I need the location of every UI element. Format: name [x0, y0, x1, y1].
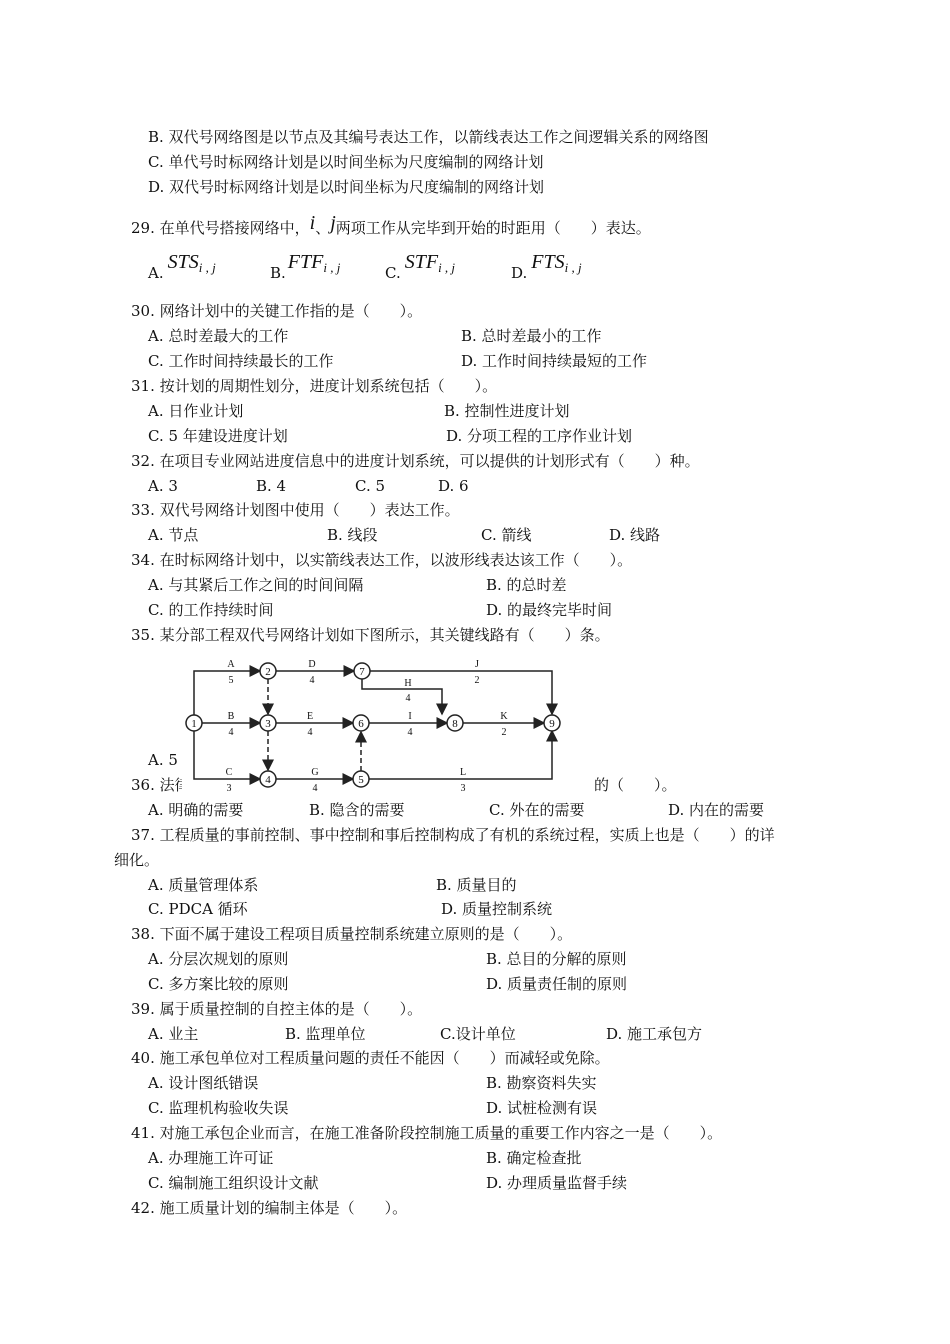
question-33-option-c: C. 箭线: [481, 526, 532, 544]
question-30-option-b: B. 总时差最小的工作: [461, 327, 602, 345]
question-36-option-c: C. 外在的需要: [489, 801, 585, 819]
question-38-option-b: B. 总目的分解的原则: [486, 950, 627, 968]
question-30-option-c: C. 工作时间持续最长的工作: [148, 352, 334, 370]
activity-b-name: B: [227, 711, 235, 722]
activity-a-duration: 5: [228, 675, 234, 686]
question-29-option-d: D. FTSi , j: [511, 251, 582, 282]
question-39-stem: 39. 属于质量控制的自控主体的是（ ）。: [131, 1000, 423, 1018]
question-32-option-c: C. 5: [355, 477, 386, 495]
activity-g-duration: 4: [312, 783, 318, 794]
activity-d-name: D: [308, 659, 316, 670]
arrow-j: [370, 671, 552, 714]
arrow-h: [362, 679, 442, 714]
activity-d-duration: 4: [309, 675, 315, 686]
activity-h-duration: 4: [405, 693, 411, 704]
question-33-stem: 33. 双代号网络计划图中使用（ ）表达工作。: [131, 501, 460, 519]
question-32-option-a: A. 3: [148, 477, 178, 495]
question-34-option-a: A. 与其紧后工作之间的时间间隔: [148, 576, 364, 594]
question-41-option-a: A. 办理施工许可证: [148, 1149, 274, 1167]
question-38-option-a: A. 分层次规划的原则: [148, 950, 289, 968]
node-9-label: 9: [549, 718, 555, 730]
question-32-option-d: D. 6: [438, 477, 469, 495]
activity-l-duration: 3: [460, 783, 466, 794]
question-39-option-d: D. 施工承包方: [606, 1025, 703, 1043]
question-31-option-a: A. 日作业计划: [148, 402, 244, 420]
question-36-option-d: D. 内在的需要: [668, 801, 765, 819]
activity-k-name: K: [500, 711, 508, 722]
question-39-option-c: C.设计单位: [440, 1025, 516, 1043]
question-31-option-d: D. 分项工程的工序作业计划: [446, 427, 633, 445]
question-41-option-c: C. 编制施工组织设计文献: [148, 1174, 319, 1192]
node-2-label: 2: [265, 666, 271, 678]
node-8-label: 8: [452, 718, 458, 730]
question-29-option-c: C. STFi , j: [385, 251, 456, 282]
question-35-stem: 35. 某分部工程双代号网络计划如下图所示，其关键线路有（ ）条。: [131, 626, 610, 644]
activity-l-name: L: [459, 767, 467, 778]
activity-h-name: H: [404, 678, 412, 689]
question-38-option-d: D. 质量责任制的原则: [486, 975, 628, 993]
question-29-option-b: B. FTFi , j: [270, 251, 341, 282]
activity-a-name: A: [227, 659, 235, 670]
activity-i-name: I: [408, 711, 412, 722]
activity-i-duration: 4: [407, 727, 413, 738]
question-33-option-a: A. 节点: [148, 526, 199, 544]
activity-k-duration: 2: [501, 727, 507, 738]
node-1-label: 1: [191, 718, 197, 730]
question-38-stem: 38. 下面不属于建设工程项目质量控制系统建立原则的是（ ）。: [131, 925, 573, 943]
question-38-option-c: C. 多方案比较的原则: [148, 975, 289, 993]
question-42-stem: 42. 施工质量计划的编制主体是（ ）。: [131, 1199, 408, 1217]
question-30-option-a: A. 总时差最大的工作: [148, 327, 289, 345]
activity-b-duration: 4: [228, 727, 234, 738]
question-29-stem: 29. 在单代号搭接网络中，i、j两项工作从完毕到开始的时距用（ ）表达。: [131, 212, 651, 237]
question-37-option-c: C. PDCA 循环: [148, 900, 248, 918]
question-31-option-b: B. 控制性进度计划: [444, 402, 570, 420]
activity-e-duration: 4: [307, 727, 313, 738]
question-37-stem-cont: 细化。: [114, 851, 160, 869]
question-34-option-d: D. 的最终完毕时间: [486, 601, 613, 619]
question-32-option-b: B. 4: [256, 477, 287, 495]
option-c-prev: C. 单代号时标网络计划是以时间坐标为尺度编制的网络计划: [148, 153, 544, 171]
question-40-option-a: A. 设计图纸错误: [148, 1074, 259, 1092]
question-34-option-b: B. 的总时差: [486, 576, 567, 594]
question-30-option-d: D. 工作时间持续最短的工作: [461, 352, 648, 370]
question-39-option-a: A. 业主: [148, 1025, 199, 1043]
question-40-option-b: B. 勘察资料失实: [486, 1074, 597, 1092]
question-29-option-a: A. STSi , j: [148, 251, 216, 282]
option-d-prev: D. 双代号时标网络计划是以时间坐标为尺度编制的网络计划: [148, 178, 545, 196]
question-39-option-b: B. 监理单位: [285, 1025, 366, 1043]
option-b-prev: B. 双代号网络图是以节点及其编号表达工作，以箭线表达工作之间逻辑关系的网络图: [148, 128, 709, 146]
question-41-option-d: D. 办理质量监督手续: [486, 1174, 628, 1192]
question-37-stem: 37. 工程质量的事前控制、事中控制和事后控制构成了有机的系统过程，实质上也是（ ）的详: [131, 826, 775, 844]
question-41-stem: 41. 对施工承包企业而言，在施工准备阶段控制施工质量的重要工作内容之一是（ ）。: [131, 1124, 723, 1142]
node-7-label: 7: [359, 666, 365, 678]
question-36-stem-start: 36. 法律: [131, 776, 190, 794]
question-35-option-a: A. 5: [148, 751, 178, 769]
node-6-label: 6: [358, 718, 364, 730]
question-34-stem: 34. 在时标网络计划中，以实箭线表达工作，以波形线表达该工作（ ）。: [131, 551, 633, 569]
question-40-stem: 40. 施工承包单位对工程质量问题的责任不能因（ ）而减轻或免除。: [131, 1049, 610, 1067]
question-34-option-c: C. 的工作持续时间: [148, 601, 274, 619]
question-33-option-b: B. 线段: [327, 526, 378, 544]
activity-e-name: E: [306, 711, 314, 722]
question-36-option-a: A. 明确的需要: [148, 801, 244, 819]
question-37-option-a: A. 质量管理体系: [148, 876, 259, 894]
question-37-option-b: B. 质量目的: [436, 876, 517, 894]
node-3-label: 3: [265, 718, 271, 730]
activity-c-duration: 3: [226, 783, 232, 794]
activity-j-duration: 2: [474, 675, 480, 686]
activity-j-name: J: [475, 659, 479, 670]
question-36-option-b: B. 隐含的需要: [309, 801, 405, 819]
question-33-option-d: D. 线路: [609, 526, 661, 544]
node-5-label: 5: [358, 774, 364, 786]
question-40-option-d: D. 试桩检测有误: [486, 1099, 598, 1117]
question-36-stem-end: 的（ ）。: [594, 776, 677, 794]
question-31-option-c: C. 5 年建设进度计划: [148, 427, 288, 445]
network-diagram: [182, 656, 594, 798]
activity-g-name: G: [311, 767, 319, 778]
question-31-stem: 31. 按计划的周期性划分，进度计划系统包括（ ）。: [131, 377, 498, 395]
question-37-option-d: D. 质量控制系统: [441, 900, 553, 918]
activity-c-name: C: [225, 767, 233, 778]
question-40-option-c: C. 监理机构验收失误: [148, 1099, 289, 1117]
node-4-label: 4: [265, 774, 271, 786]
question-32-stem: 32. 在项目专业网站进度信息中的进度计划系统，可以提供的计划形式有（ ）种。: [131, 452, 700, 470]
question-30-stem: 30. 网络计划中的关键工作指的是（ ）。: [131, 302, 423, 320]
question-41-option-b: B. 确定检查批: [486, 1149, 582, 1167]
